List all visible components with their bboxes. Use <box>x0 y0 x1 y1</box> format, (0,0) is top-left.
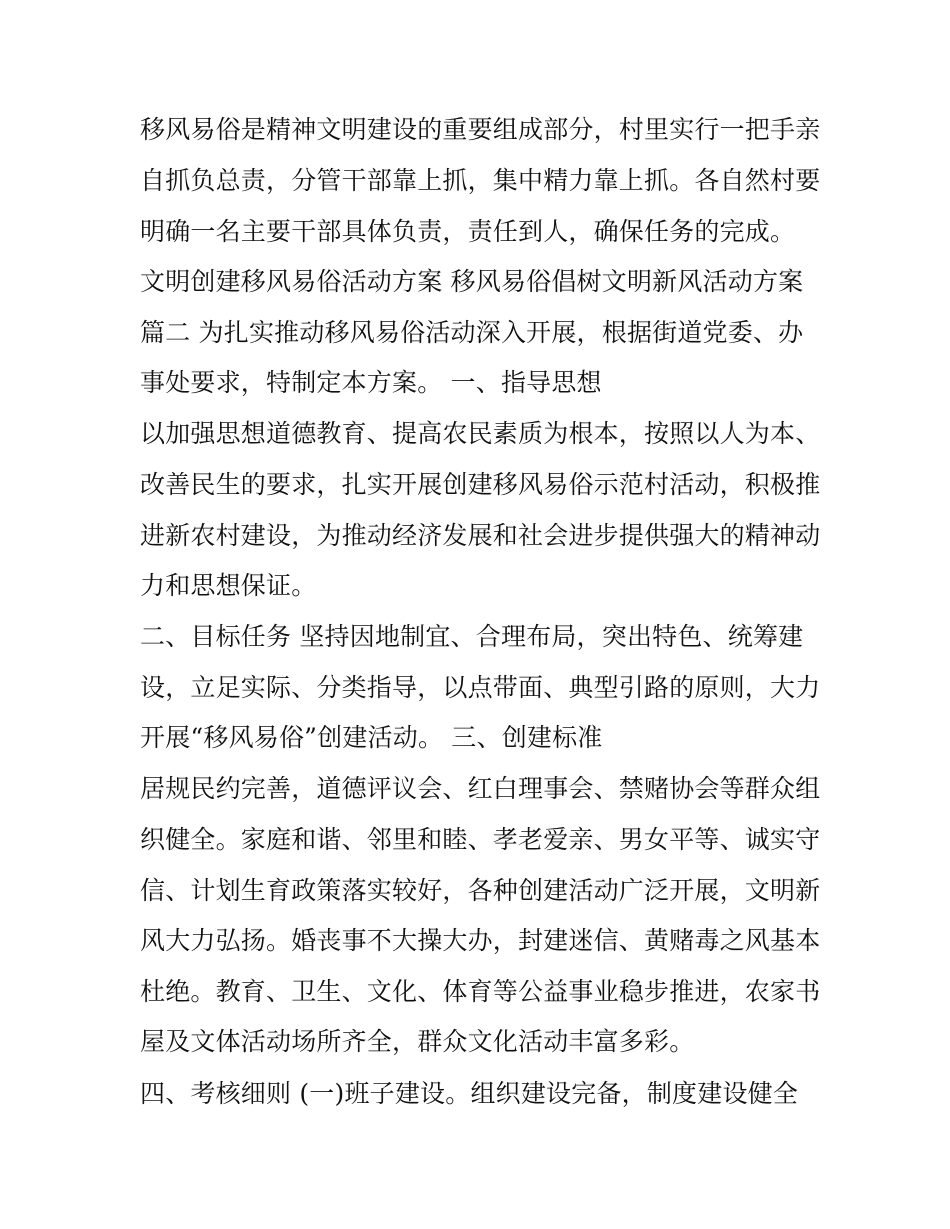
text-line: 进新农村建设，为推动经济发展和社会进步提供强大的精神动 <box>140 521 821 550</box>
text-line: 自抓负总责，分管干部靠上抓，集中精力靠上抓。各自然村要 <box>140 166 821 195</box>
text-line: 开展“移风易俗”创建活动。 三、创建标准 <box>140 723 603 752</box>
text-line: 屋及文体活动场所齐全，群众文化活动丰富多彩。 <box>140 1027 695 1056</box>
text-line: 事处要求，特制定本方案。 一、指导思想 <box>140 368 602 397</box>
text-line: 明确一名主要干部具体负责，责任到人，确保任务的完成。 <box>140 217 796 246</box>
text-line: 设，立足实际、分类指导，以点带面、典型引路的原则，大力 <box>140 673 821 702</box>
text-line: 力和思想保证。 <box>140 571 317 600</box>
text-line: 篇二 为扎实推动移风易俗活动深入开展，根据街道党委、办 <box>140 318 804 347</box>
text-line: 风大力弘扬。婚丧事不大操大办，封建迷信、黄赌毒之风基本 <box>140 926 821 955</box>
text-line: 文明创建移风易俗活动方案 移风易俗倡树文明新风活动方案 <box>140 267 804 296</box>
text-line: 二、目标任务 坚持因地制宜、合理布局，突出特色、统筹建 <box>140 622 804 651</box>
text-line: 杜绝。教育、卫生、文化、体育等公益事业稳步推进，农家书 <box>140 977 821 1006</box>
text-line: 居规民约完善，道德评议会、红白理事会、禁赌协会等群众组 <box>140 774 821 803</box>
text-line: 织健全。家庭和谐、邻里和睦、孝老爱亲、男女平等、诚实守 <box>140 825 821 854</box>
text-line: 信、计划生育政策落实较好，各种创建活动广泛开展，文明新 <box>140 876 821 905</box>
text-line: 以加强思想道德教育、提高农民素质为根本，按照以人为本、 <box>140 419 821 448</box>
text-line: 四、考核细则 (一)班子建设。组织建设完备，制度建设健全 <box>140 1079 799 1108</box>
text-line: 移风易俗是精神文明建设的重要组成部分，村里实行一把手亲 <box>140 115 821 144</box>
text-line: 改善民生的要求，扎实开展创建移风易俗示范村活动，积极推 <box>140 470 821 499</box>
